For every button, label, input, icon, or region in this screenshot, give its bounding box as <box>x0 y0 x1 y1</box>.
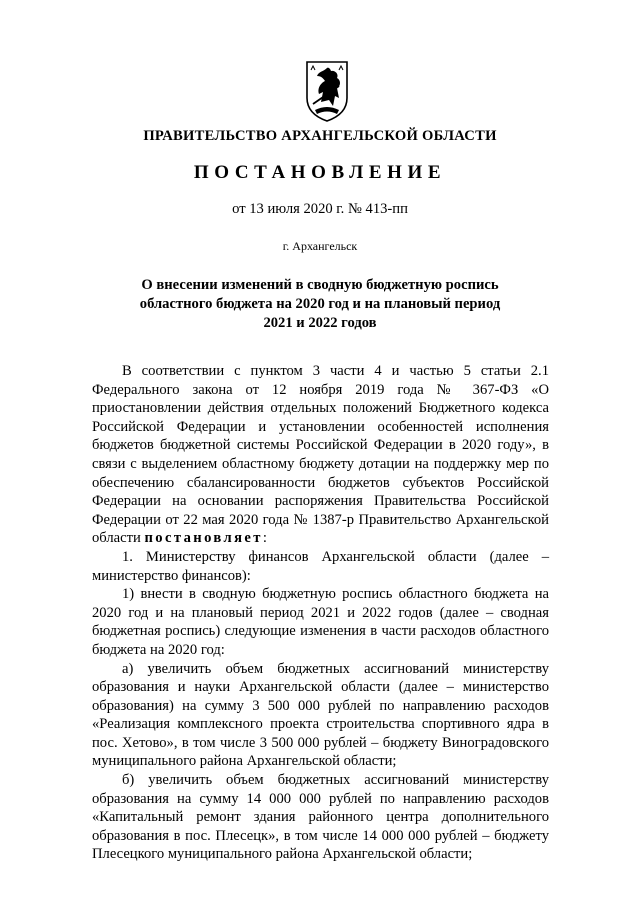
city: г. Архангельск <box>282 239 358 253</box>
government-title: ПРАВИТЕЛЬСТВО АРХАНГЕЛЬСКОЙ ОБЛАСТИ <box>143 128 497 144</box>
item-paragraph: а) увеличить объем бюджетных ассигнований министерству образования и науки Архангельской области (далее – министерство образования) на сумму 3 500 000 рублей по направлению расходов «Реализация комплексного проекта строительства спортивного ядра в пос. Хетово», в том числе 3 500 000 рублей – бюджету Виноградовского муниципального района Архангельской области; <box>92 660 549 770</box>
preamble-paragraph <box>92 362 549 548</box>
resolves-colon: : <box>262 530 267 547</box>
coat-of-arms-icon <box>303 58 351 124</box>
preamble-text: В соответствии с пунктом 3 части 4 и частью 5 статьи 2.1 Федерального закона от 12 ноября 2019 года № 367-ФЗ «О приостановлении действия отдельных положений Бюджетного кодекса Российской Федерации и установлении особенностей исполнения бюджетов бюджетной системы Российской Федерации в 2020 году», в связи с выделением областному бюджету дотации на поддержку мер по обеспечению сбалансированности бюджетов субъектов Российской Федерации на основании распоряжения Правительства Российской Федерации от 22 мая 2020 года № 1387-р Правительство Архангельской области <box>92 363 549 547</box>
item-paragraph: 1. Министерству финансов Архангельской области (далее – министерство финансов): <box>92 548 549 584</box>
date-number: от 13 июля 2020 г. № 413-пп <box>232 201 408 217</box>
resolves-word: постановляет <box>144 530 263 547</box>
subject-line: областного бюджета на 2020 год и на плановый период <box>139 295 501 312</box>
subject-line: О внесении изменений в сводную бюджетную роспись <box>141 277 499 293</box>
item-paragraph: 1) внести в сводную бюджетную роспись областного бюджета на 2020 год и на плановый период 2021 и 2022 годов (далее – сводная бюджетная роспись) следующие изменения в части расходов областного бюджета на 2020 год: <box>92 586 549 658</box>
document-type: ПОСТАНОВЛЕНИЕ <box>193 162 447 183</box>
item-paragraph: б) увеличить объем бюджетных ассигнований министерству образования на сумму 14 000 000 рублей по направлению расходов «Капитальный ремонт здания районного центра дополнительного образования в пос. Плесецк», в том числе 14 000 000 рублей – бюджету Плесецкого муниципального района Архангельской области; <box>92 772 549 863</box>
document-body <box>92 362 549 864</box>
subject-title <box>0 276 640 332</box>
subject-line: 2021 и 2022 годов <box>263 314 377 331</box>
